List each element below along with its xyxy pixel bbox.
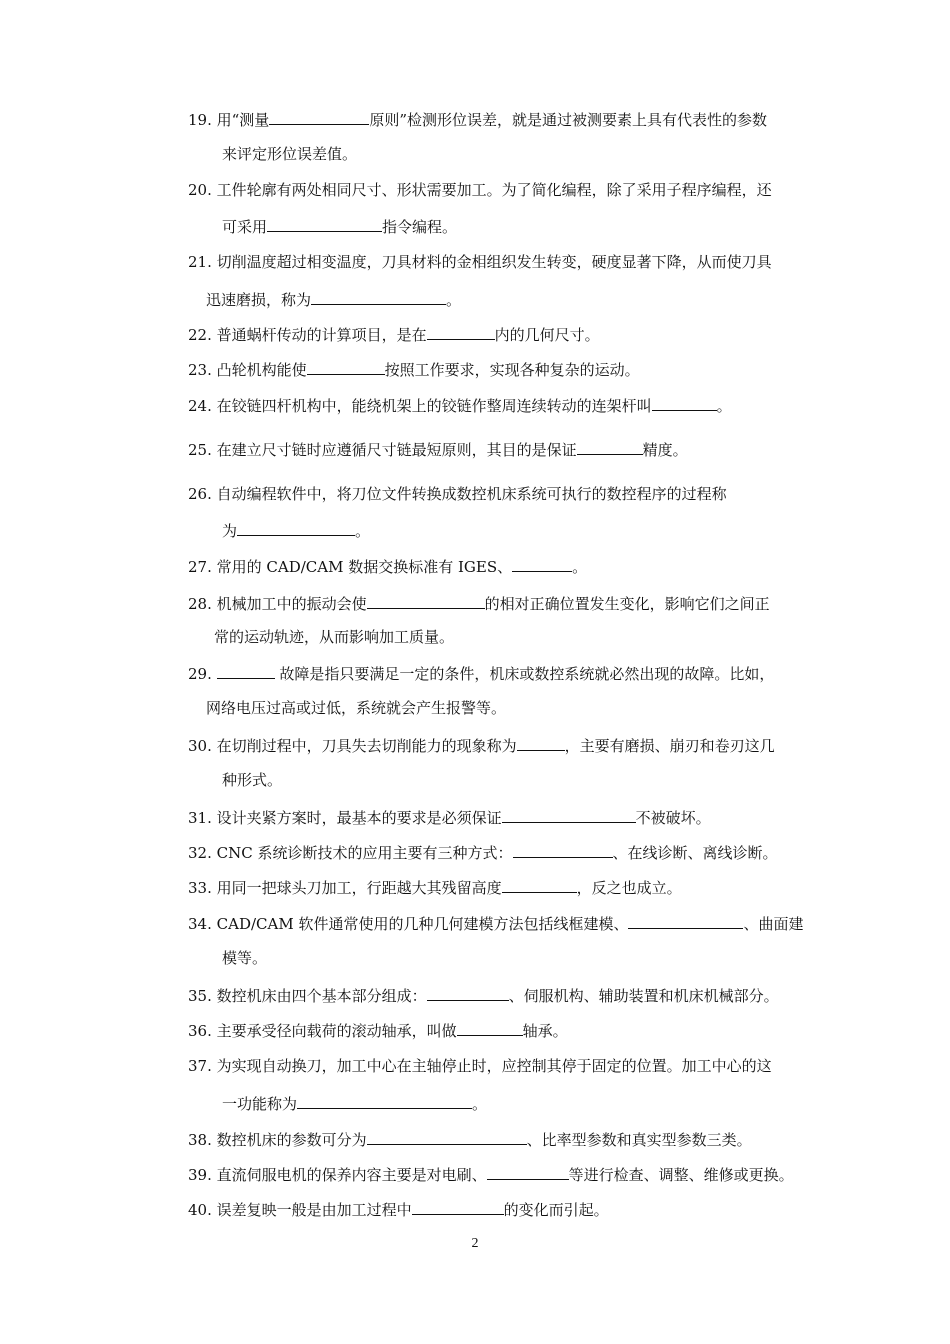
question-text: 凸轮机构能使	[216, 361, 307, 379]
question-text: 误差复映一般是由加工过程中	[216, 1201, 412, 1219]
answer-blank	[502, 806, 636, 823]
question-text: 数控机床由四个基本部分组成：	[216, 987, 427, 1005]
question-text: 为实现自动换刀，加工中心在主轴停止时，应控制其停于固定的位置。加工中心的这	[216, 1057, 772, 1075]
question-text: ，主要有磨损、崩刃和卷刃这几	[564, 737, 775, 755]
question-35	[188, 984, 779, 1006]
question-text: 为	[222, 522, 238, 540]
answer-blank	[628, 912, 743, 929]
question-text: 设计夹紧方案时，最基本的要求是必须保证	[216, 809, 502, 827]
answer-blank	[513, 841, 613, 858]
answer-blank	[427, 984, 509, 1001]
question-number: 24.	[188, 397, 212, 415]
question-text: 精度。	[642, 441, 688, 459]
question-number: 32.	[188, 844, 212, 862]
question-text: 等进行检查、调整、维修或更换。	[568, 1166, 794, 1184]
page-number: 2	[471, 1236, 479, 1251]
question-37-line-1	[188, 1056, 772, 1078]
answer-blank	[457, 1019, 523, 1036]
question-text: 不被破坏。	[635, 809, 711, 827]
question-30-line-1	[188, 734, 775, 756]
answer-blank	[269, 108, 369, 125]
question-37-line-2	[222, 1092, 487, 1114]
question-text: 、在线诊断、离线诊断。	[612, 844, 778, 862]
question-29-line-2	[206, 698, 506, 720]
answer-blank	[412, 1198, 504, 1215]
question-text: ，反之也成立。	[576, 879, 682, 897]
question-number: 23.	[188, 361, 212, 379]
question-text: 自动编程软件中，将刀位文件转换成数控机床系统可执行的数控程序的过程称	[216, 485, 727, 503]
question-number: 25.	[188, 441, 212, 459]
question-text: 一功能称为	[222, 1095, 298, 1113]
question-number: 21.	[188, 253, 212, 271]
question-text: 迅速磨损，称为	[206, 291, 312, 309]
question-number: 29.	[188, 665, 212, 683]
question-text: 。	[472, 1095, 488, 1113]
question-20-line-1	[188, 180, 772, 202]
question-21-line-2	[206, 288, 461, 310]
question-number: 38.	[188, 1131, 212, 1149]
question-text: 来评定形位误差值。	[222, 145, 358, 163]
question-number: 31.	[188, 809, 212, 827]
question-text: 在建立尺寸链时应遵循尺寸链最短原则，其目的是保证	[216, 441, 577, 459]
answer-blank	[367, 1128, 527, 1145]
answer-blank	[367, 592, 485, 609]
answer-blank	[517, 734, 565, 751]
question-22	[188, 323, 600, 345]
question-40	[188, 1198, 609, 1220]
answer-blank	[577, 438, 643, 455]
question-31	[188, 806, 711, 828]
question-text: 的变化而引起。	[503, 1201, 609, 1219]
question-29-line-1	[188, 662, 774, 684]
question-text: 在切削过程中，刀具失去切削能力的现象称为	[216, 737, 517, 755]
question-text: 。	[716, 397, 732, 415]
question-24	[188, 394, 732, 416]
question-number: 37.	[188, 1057, 212, 1075]
question-number: 34.	[188, 915, 212, 933]
question-text: 种形式。	[222, 771, 283, 789]
question-23	[188, 358, 640, 380]
question-number: 33.	[188, 879, 212, 897]
question-text: 、比率型参数和真实型参数三类。	[526, 1131, 752, 1149]
question-27	[188, 555, 587, 577]
answer-blank	[487, 1163, 569, 1180]
question-text: CNC 系统诊断技术的应用主要有三种方式：	[216, 844, 513, 862]
answer-blank	[311, 288, 446, 305]
question-number: 39.	[188, 1166, 212, 1184]
question-text: 工件轮廓有两处相同尺寸、形状需要加工。为了简化编程，除了采用子程序编程，还	[216, 181, 772, 199]
question-text: 、伺服机构、辅助装置和机床机械部分。	[508, 987, 779, 1005]
question-34-line-2	[222, 948, 267, 970]
question-20-line-2	[222, 215, 457, 237]
question-39	[188, 1163, 794, 1185]
question-38	[188, 1128, 752, 1150]
question-number: 35.	[188, 987, 212, 1005]
question-text: 内的几何尺寸。	[494, 326, 600, 344]
question-number: 22.	[188, 326, 212, 344]
question-text: 按照工作要求，实现各种复杂的运动。	[384, 361, 640, 379]
question-number: 26.	[188, 485, 212, 503]
question-number: 27.	[188, 558, 212, 576]
answer-blank	[267, 215, 382, 232]
question-text: 可采用	[222, 218, 268, 236]
question-28-line-1	[188, 592, 770, 614]
question-text: 的相对正确位置发生变化，影响它们之间正	[484, 595, 770, 613]
question-text: 直流伺服电机的保养内容主要是对电刷、	[216, 1166, 487, 1184]
answer-blank	[502, 876, 577, 893]
question-text: 。	[446, 291, 462, 309]
answer-blank	[217, 662, 275, 679]
question-text: 故障是指只要满足一定的条件，机床或数控系统就必然出现的故障。比如，	[274, 665, 775, 683]
question-text: CAD/CAM 软件通常使用的几种几何建模方法包括线框建模、	[216, 915, 629, 933]
question-text: 模等。	[222, 949, 268, 967]
question-text: 轴承。	[522, 1022, 568, 1040]
answer-blank	[512, 555, 572, 572]
question-33	[188, 876, 682, 898]
question-19-line-1	[188, 108, 838, 130]
question-text: 原则”检测形位误差，就是通过被测要素上具有代表性的参数	[369, 111, 767, 129]
question-text: 普通蜗杆传动的计算项目，是在	[216, 326, 427, 344]
question-text: 用同一把球头刀加工，行距越大其残留高度	[216, 879, 502, 897]
question-number: 40.	[188, 1201, 212, 1219]
question-text: 在铰链四杆机构中，能绕机架上的铰链作整周连续转动的连架杆叫	[216, 397, 652, 415]
answer-blank	[237, 519, 355, 536]
question-text: 。	[355, 522, 371, 540]
question-text: 、曲面建	[743, 915, 804, 933]
question-number: 19.	[188, 111, 212, 129]
answer-blank	[307, 358, 385, 375]
answer-blank	[652, 394, 717, 411]
question-text: 网络电压过高或过低，系统就会产生报警等。	[206, 699, 507, 717]
question-number: 30.	[188, 737, 212, 755]
question-19-line-2	[222, 144, 357, 166]
question-26-line-2	[222, 519, 370, 541]
question-text: 主要承受径向载荷的滚动轴承，叫做	[216, 1022, 457, 1040]
question-text: 用“测量	[216, 111, 270, 129]
question-number: 28.	[188, 595, 212, 613]
question-number: 36.	[188, 1022, 212, 1040]
question-28-line-2	[214, 627, 454, 649]
question-number: 20.	[188, 181, 212, 199]
question-26-line-1	[188, 484, 727, 506]
question-text: 数控机床的参数可分为	[216, 1131, 367, 1149]
question-36	[188, 1019, 568, 1041]
question-text: 常的运动轨迹，从而影响加工质量。	[214, 628, 455, 646]
question-text: 指令编程。	[382, 218, 458, 236]
answer-blank	[297, 1092, 472, 1109]
question-32	[188, 841, 778, 863]
question-text: 。	[572, 558, 588, 576]
answer-blank	[427, 323, 495, 340]
question-30-line-2	[222, 770, 282, 792]
question-34-line-1	[188, 912, 804, 934]
question-text: 切削温度超过相变温度，刀具材料的金相组织发生转变，硬度显著下降，从而使刀具	[216, 253, 772, 271]
question-21-line-1	[188, 252, 772, 274]
question-text: 常用的 CAD/CAM 数据交换标准有 IGES、	[216, 558, 513, 576]
question-text: 机械加工中的振动会使	[216, 595, 367, 613]
question-25	[188, 438, 688, 460]
